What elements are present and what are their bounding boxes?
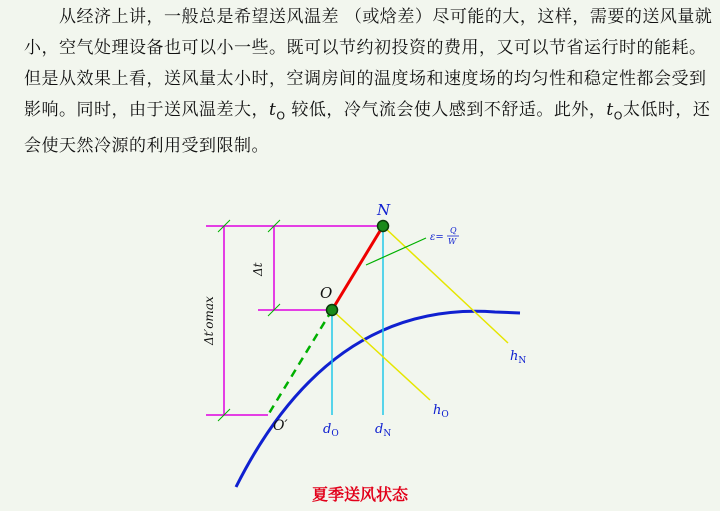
paragraph-text-3: 太低时，还会使天然冷源的利用受到限制。 xyxy=(24,100,711,157)
point-o-label: O xyxy=(320,284,333,302)
hO-label: $h_O$ xyxy=(433,403,449,420)
dN-label: $d_N$ xyxy=(375,422,392,439)
point-n-marker xyxy=(378,221,389,232)
n-o-process-line xyxy=(332,226,383,310)
to-symbol-1: t xyxy=(269,100,277,120)
dO-label: $d_O$ xyxy=(323,422,339,439)
to-subscript-1: O xyxy=(276,109,286,123)
o-o-prime-extension xyxy=(268,310,332,415)
diagram-caption: 夏季送风状态 xyxy=(311,485,408,504)
to-symbol-2: t xyxy=(606,100,614,120)
delta-t-max-label: Δt′omax xyxy=(202,296,216,345)
paragraph-text-1: 从经济上讲，一般总是希望送风温差 （或焓差）尽可能的大，这样，需要的送风量就小，空气处理设备也可以小一些。既可以节约初投资的费用，又可以节省运行时的能耗。但是从效果上看，送风量太小时，空调房间的温度场和速度场的均匀性和稳定性都会受到影响。同时，由于送风温差大， xyxy=(24,7,713,120)
paragraph-text-2: 较低，冷气流会使人感到不舒适。此外， xyxy=(285,100,607,120)
to-subscript-2: O xyxy=(613,109,623,123)
epsilon-numerator: Q xyxy=(450,226,457,235)
point-o-marker xyxy=(327,305,338,316)
hN-line xyxy=(383,226,508,343)
point-o-prime-label: O′ xyxy=(273,418,288,434)
epsilon-denominator: W xyxy=(448,237,457,246)
epsilon-label: ε= xyxy=(430,232,444,243)
point-n-label: N xyxy=(377,201,391,219)
delta-t-label: Δt xyxy=(251,262,265,276)
hN-label: $h_N$ xyxy=(510,349,527,366)
hO-line xyxy=(332,310,430,400)
